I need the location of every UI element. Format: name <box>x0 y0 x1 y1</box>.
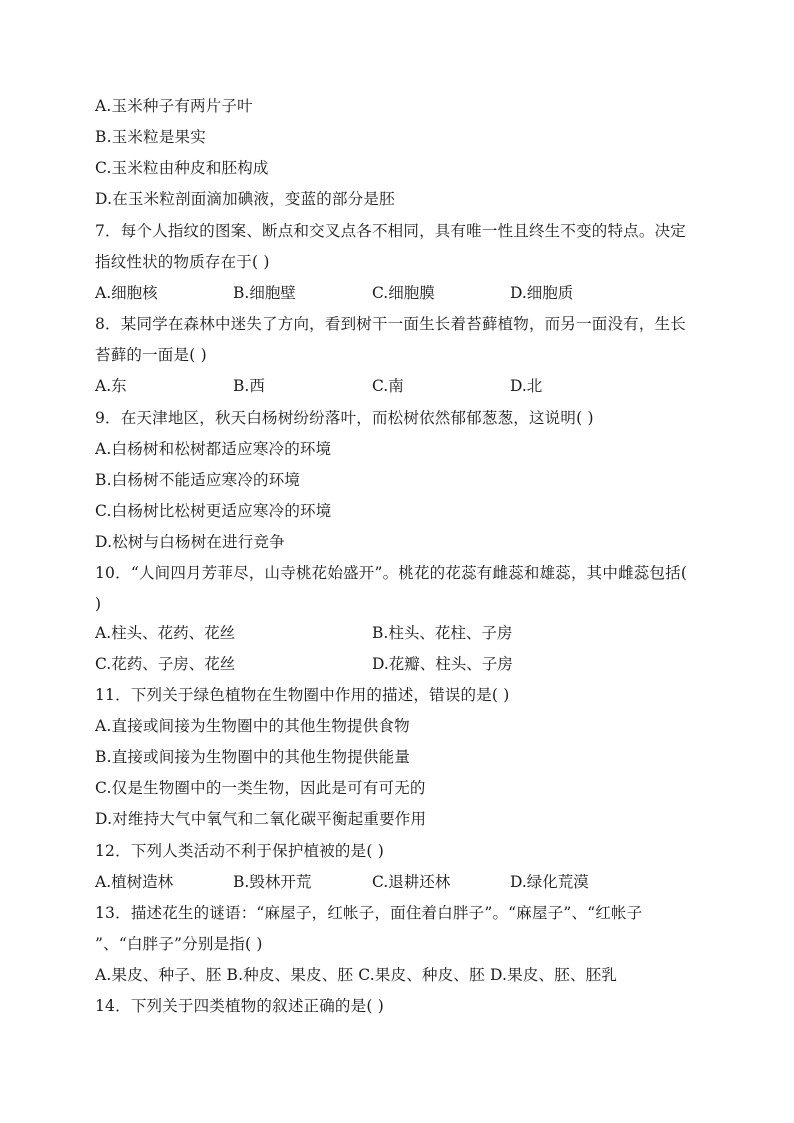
q11-option-c: C.仅是生物圈中的一类生物，因此是可有可无的 <box>95 779 426 797</box>
q9-option-b: B.白杨树不能适应寒冷的环境 <box>95 471 301 489</box>
q10-option-b: B.柱头、花柱、子房 <box>372 624 513 642</box>
q8-option-a: A.东 <box>95 377 127 395</box>
q7-option-c: C.细胞膜 <box>372 284 435 302</box>
q11-option-d: D.对维持大气中氧气和二氧化碳平衡起重要作用 <box>95 810 427 828</box>
q10-option-a: A.柱头、花药、花丝 <box>95 624 236 642</box>
q12-option-c: C.退耕还林 <box>372 873 451 891</box>
q8-option-c: C.南 <box>372 377 404 395</box>
q13-options: A.果皮、种子、胚 B.种皮、果皮、胚 C.果皮、种皮、胚 D.果皮、胚、胚乳 <box>95 966 618 984</box>
q9-stem: 9．在天津地区，秋天白杨树纷纷落叶，而松树依然郁郁葱葱，这说明( ) <box>95 409 594 427</box>
q12-option-a: A.植树造林 <box>95 873 174 891</box>
q9-option-d: D.松树与白杨树在进行竞争 <box>95 533 285 551</box>
q13-stem-line1: 13．描述花生的谜语：“麻屋子，红帐子，面住着白胖子”。“麻屋子”、“红帐子 <box>95 904 643 922</box>
q8-option-b: B.西 <box>233 377 265 395</box>
q11-stem: 11．下列关于绿色植物在生物圈中作用的描述，错误的是( ) <box>95 686 510 704</box>
q6-option-d: D.在玉米粒剖面滴加碘液，变蓝的部分是胚 <box>95 190 395 208</box>
q13-stem-line2: ”、“白胖子”分别是指( ) <box>95 935 263 953</box>
q7-stem-line2: 指纹性状的物质存在于( ) <box>95 253 270 271</box>
q7-option-a: A.细胞核 <box>95 284 158 302</box>
q6-option-b: B.玉米粒是果实 <box>95 128 206 146</box>
q10-stem-line2: ) <box>95 595 102 613</box>
q7-option-d: D.细胞质 <box>510 284 574 302</box>
q7-option-b: B.细胞壁 <box>233 284 296 302</box>
q12-option-b: B.毁林开荒 <box>233 873 312 891</box>
q8-stem-line2: 苔藓的一面是( ) <box>95 346 207 364</box>
q10-option-c: C.花药、子房、花丝 <box>95 655 236 673</box>
q11-option-a: A.直接或间接为生物圈中的其他生物提供食物 <box>95 717 410 735</box>
q8-stem-line1: 8．某同学在森林中迷失了方向，看到树干一面生长着苔藓植物，而另一面没有，生长 <box>95 315 686 333</box>
q11-option-b: B.直接或间接为生物圈中的其他生物提供能量 <box>95 748 411 766</box>
q14-stem: 14．下列关于四类植物的叙述正确的是( ) <box>95 997 384 1015</box>
q7-stem-line1: 7．每个人指纹的图案、断点和交叉点各不相同，具有唯一性且终生不变的特点。决定 <box>95 222 686 240</box>
q9-option-c: C.白杨树比松树更适应寒冷的环境 <box>95 502 332 520</box>
q12-stem: 12．下列人类活动不利于保护植被的是( ) <box>95 842 384 860</box>
q6-option-c: C.玉米粒由种皮和胚构成 <box>95 159 269 177</box>
q10-stem-line1: 10．“人间四月芳菲尽，山寺桃花始盛开”。桃花的花蕊有雌蕊和雄蕊，其中雌蕊包括( <box>95 564 688 582</box>
q9-option-a: A.白杨树和松树都适应寒冷的环境 <box>95 440 332 458</box>
q10-option-d: D.花瓣、柱头、子房 <box>372 655 513 673</box>
q6-option-a: A.玉米种子有两片子叶 <box>95 97 253 115</box>
q12-option-d: D.绿化荒漠 <box>510 873 589 891</box>
q8-option-d: D.北 <box>510 377 543 395</box>
